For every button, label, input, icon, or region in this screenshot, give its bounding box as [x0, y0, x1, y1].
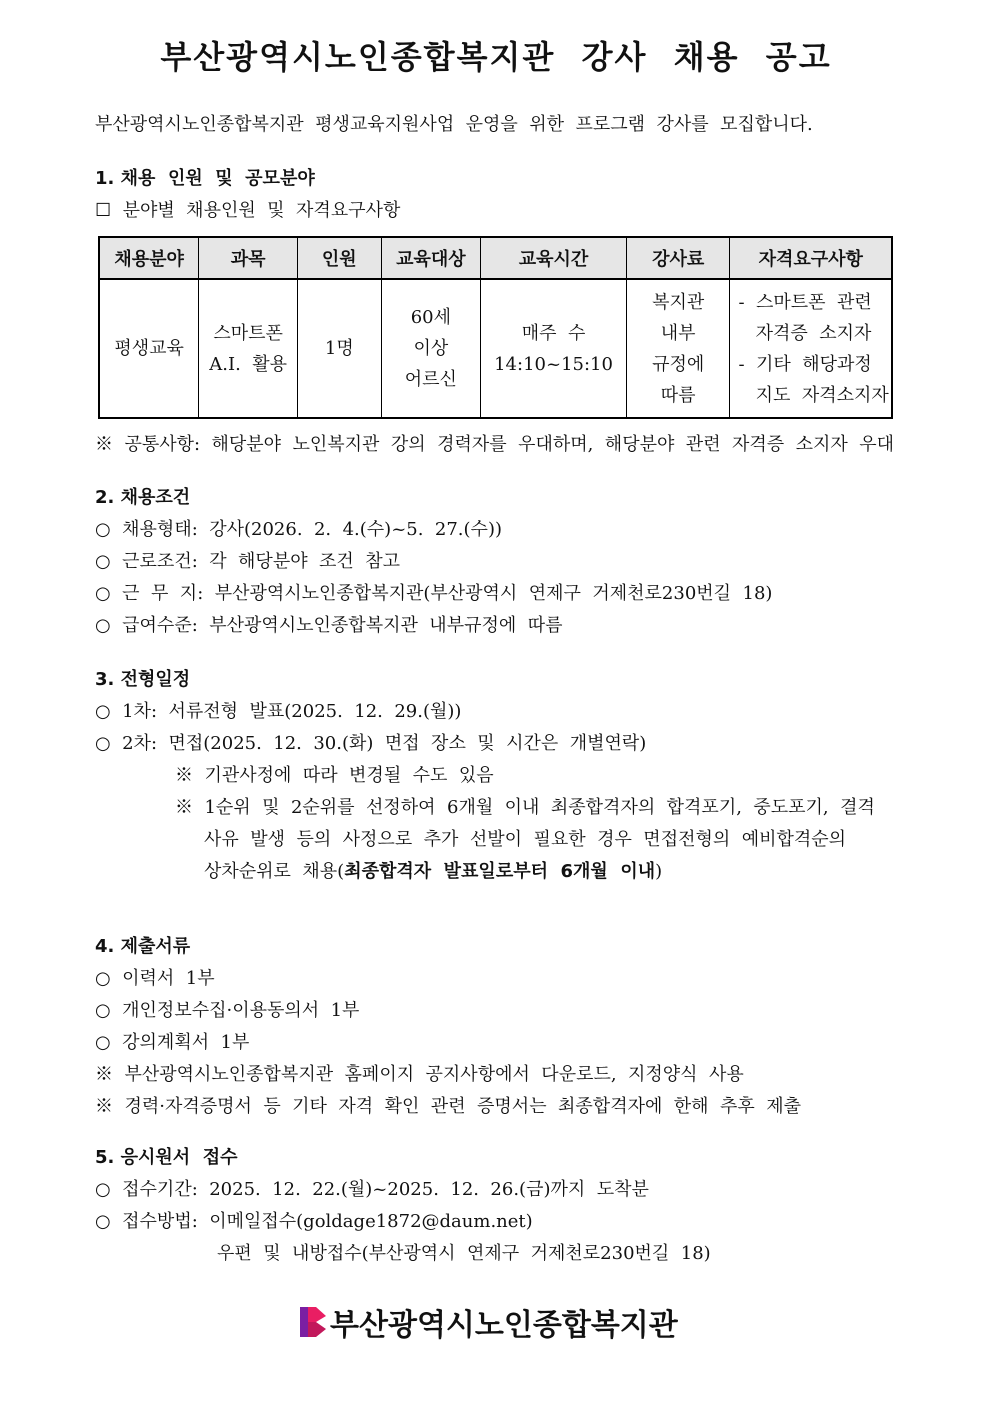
- header-fee: 강사료: [626, 237, 730, 279]
- fee-line: 규정에: [652, 353, 705, 375]
- header-count: 인원: [298, 237, 382, 279]
- note-text: ): [655, 861, 663, 882]
- schedule-note-continued: [204, 860, 662, 884]
- qualification-line: - 기타 해당과정: [738, 353, 872, 375]
- cell-field: [99, 279, 199, 418]
- fee-line: 내부: [660, 322, 696, 344]
- section2-heading: 2. 채용조건: [95, 487, 191, 508]
- cell-subject: [199, 279, 298, 418]
- cell-qualifications: [730, 279, 892, 418]
- schedule-item: ○ 2차: 면접(2025. 12. 30.(화) 면접 장소 및 시간은 개별연락): [95, 733, 647, 754]
- condition-item: ○ 급여수준: 부산광역시노인종합복지관 내부규정에 따름: [95, 615, 563, 636]
- intro-text: 부산광역시노인종합복지관 평생교육지원사업 운영을 위한 프로그램 강사를 모집합니다.: [95, 114, 813, 135]
- header-subject: 과목: [199, 237, 298, 279]
- subject-line: A.I. 활용: [209, 353, 288, 375]
- section1-subheading: ☐ 분야별 채용인원 및 자격요구사항: [95, 200, 401, 221]
- schedule-note: ※ 1순위 및 2순위를 선정하여 6개월 이내 최종합격자의 합격포기, 중도포기, 결격: [175, 797, 875, 818]
- header-target: 교육대상: [381, 237, 481, 279]
- qualification-line: 자격증 소지자: [738, 322, 872, 344]
- fee-line: 따름: [660, 384, 696, 406]
- header-qualifications: 자격요구사항: [730, 237, 892, 279]
- qualification-line: 지도 자격소지자: [738, 384, 889, 406]
- document-note: ※ 부산광역시노인종합복지관 홈페이지 공지사항에서 다운로드, 지정양식 사용: [95, 1064, 744, 1085]
- recruitment-table: [98, 236, 893, 419]
- subject-line: 스마트폰: [213, 322, 283, 344]
- section4-heading: 4. 제출서류: [95, 936, 191, 957]
- header-field: 채용분야: [99, 237, 199, 279]
- fee-line: 복지관: [652, 291, 705, 313]
- table-row: [99, 279, 892, 418]
- document-note: ※ 경력·자격증명서 등 기타 자격 확인 관련 증명서는 최종합격자에 한해 추후 제출: [95, 1096, 802, 1117]
- application-item: ○ 접수기간: 2025. 12. 22.(월)~2025. 12. 26.(금)까지 도착분: [95, 1179, 649, 1200]
- target-line: 이상: [413, 338, 449, 359]
- cell-target: [381, 279, 481, 418]
- condition-item: ○ 근 무 지: 부산광역시노인종합복지관(부산광역시 연제구 거제천로230번길 18): [95, 583, 773, 604]
- note-text: 상차순위로 채용(: [204, 861, 345, 882]
- document-item: ○ 이력서 1부: [95, 968, 215, 989]
- section3-heading: 3. 전형일정: [95, 669, 191, 690]
- table-header-row: [99, 237, 892, 279]
- time-line: 매주 수: [521, 322, 586, 344]
- schedule-note-continued: 사유 발생 등의 사정으로 추가 선발이 필요한 경우 면접전형의 예비합격순의: [204, 829, 847, 850]
- footer-organization: [300, 1300, 678, 1344]
- common-note: ※ 공통사항: 해당분야 노인복지관 강의 경력자를 우대하며, 해당분야 관련 자격증 소지자 우대: [95, 434, 895, 455]
- section1-heading: 1. 채용 인원 및 공모분야: [95, 168, 315, 189]
- cell-fee: [626, 279, 730, 418]
- time-line: 14:10~15:10: [494, 353, 613, 375]
- application-method-continued: 우편 및 내방접수(부산광역시 연제구 거제천로230번길 18): [217, 1243, 711, 1264]
- section5-heading: 5. 응시원서 접수: [95, 1147, 238, 1168]
- application-item: ○ 접수방법: 이메일접수(goldage1872@daum.net): [95, 1211, 533, 1232]
- field-text: 평생교육: [114, 338, 184, 359]
- target-line: 어르신: [404, 369, 457, 390]
- organization-name: 부산광역시노인종합복지관: [330, 1308, 678, 1343]
- organization-logo-icon: [300, 1307, 326, 1337]
- cell-count: [298, 279, 382, 418]
- condition-item: ○ 근로조건: 각 해당분야 조건 참고: [95, 551, 401, 572]
- note-emphasis: 최종합격자 발표일로부터 6개월 이내: [344, 861, 656, 882]
- document-item: ○ 개인정보수집·이용동의서 1부: [95, 1000, 360, 1021]
- condition-item: ○ 채용형태: 강사(2026. 2. 4.(수)~5. 27.(수)): [95, 519, 502, 540]
- document-item: ○ 강의계획서 1부: [95, 1032, 250, 1053]
- schedule-item: ○ 1차: 서류전형 발표(2025. 12. 29.(월)): [95, 701, 462, 722]
- page-title: 부산광역시노인종합복지관 강사 채용 공고: [160, 38, 832, 76]
- header-time: 교육시간: [481, 237, 627, 279]
- schedule-note: ※ 기관사정에 따라 변경될 수도 있음: [175, 765, 494, 786]
- count-text: 1명: [324, 338, 354, 359]
- qualification-line: - 스마트폰 관련: [738, 291, 872, 313]
- cell-time: [481, 279, 627, 418]
- target-line: 60세: [410, 307, 451, 328]
